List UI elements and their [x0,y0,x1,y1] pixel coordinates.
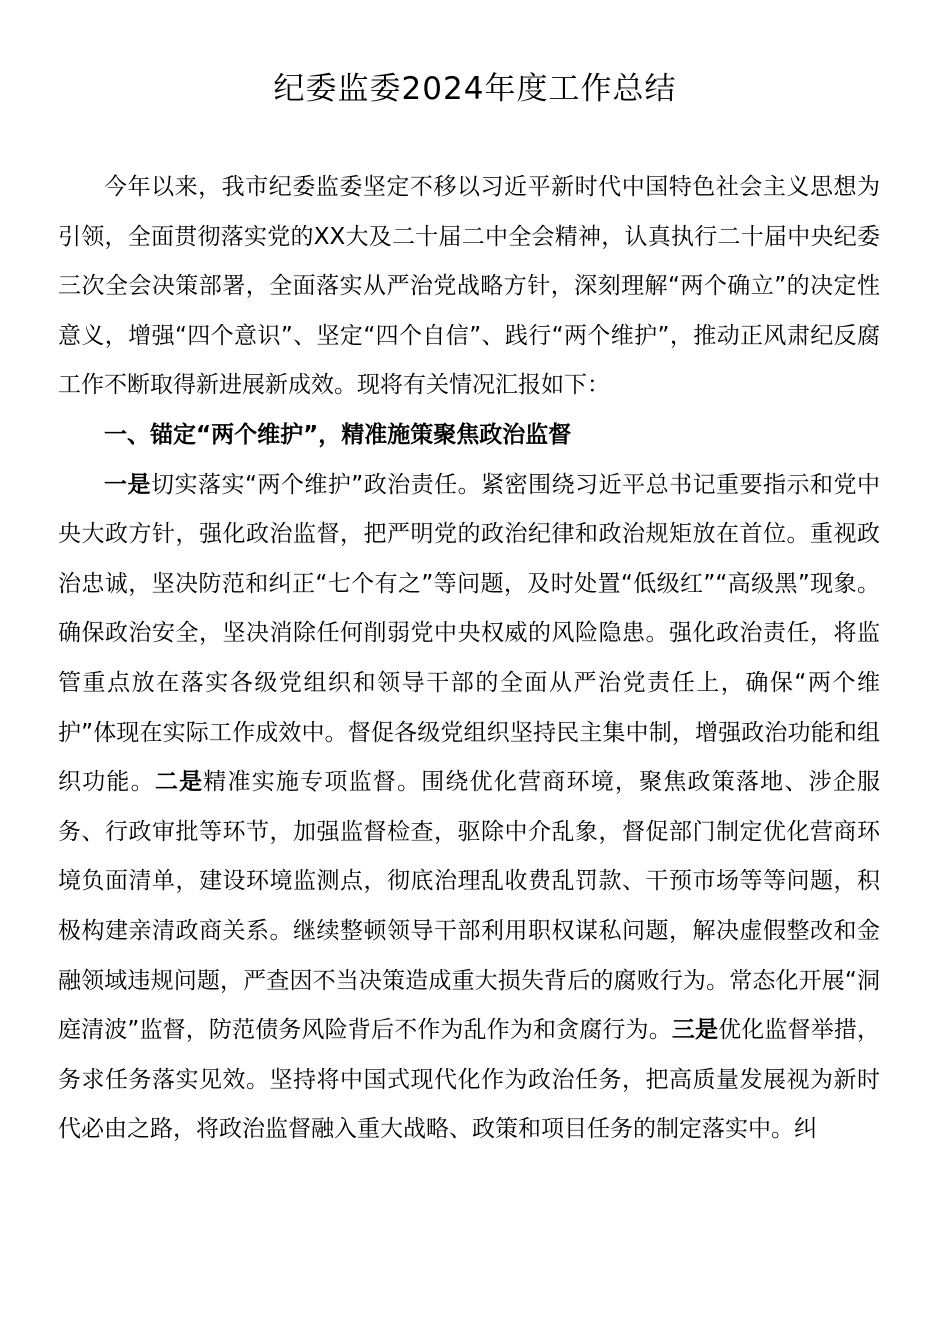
item-two-text: 精准实施专项监督。围绕优化营商环境，聚焦政策落地、涉企服务、行政审批等环节，加强监督检查，驱除中介乱象，督促部门制定优化营商环境负面清单，建设环境监测点，彻底治理乱收费乱罚款、干预市场等等问题，积极构建亲清政商关系。继续整顿领导干部利用职权谋私问题，解决虚假整改和金融领域违规问题，严查因不当决策造成重大损失背后的腐败行为。常态化开展“洞庭清波”监督，防范债务风险背后不作为乱作为和贪腐行为。 [58,769,881,1044]
document-body [58,163,880,1155]
lead-item-two: 二是 [154,769,204,796]
section-paragraph [58,461,880,1155]
lead-item-one: 一是 [104,471,151,498]
section-heading: 一、锚定“两个维护”，精准施策聚焦政治监督 [104,421,572,448]
lead-item-three: 三是 [671,1017,719,1044]
item-three-text: 优化监督举措，务求任务落实见效。坚持将中国式现代化作为政治任务，把高质量发展视为新时代必由之路，将政治监督融入重大战略、政策和项目任务的制定落实中。纠 [58,1017,881,1143]
document-title: 纪委监委2024年度工作总结 [273,71,677,107]
item-one-text: 切实落实“两个维护”政治责任。紧密围绕习近平总书记重要指示和党中央大政方针，强化政治监督，把严明党的政治纪律和政治规矩放在首位。重视政治忠诚，坚决防范和纠正“七个有之”等问题，及时处置“低级红”“高级黑”现象。确保政治安全，坚决消除任何削弱党中央权威的风险隐患。强化政治责任，将监管重点放在落实各级党组织和领导干部的全面从严治党责任上，确保“两个维护”体现在实际工作成效中。督促各级党组织坚持民主集中制，增强政治功能和组织功能。 [58,471,880,796]
intro-paragraph: 今年以来，我市纪委监委坚定不移以习近平新时代中国特色社会主义思想为引领，全面贯彻落实党的XX大及二十届二中全会精神，认真执行二十届中央纪委三次全会决策部署，全面落实从严治党战略方针，深刻理解“两个确立”的决定性意义，增强“四个意识”、坚定“四个自信”、践行“两个维护”，推动正风肃纪反腐工作不断取得新进展新成效。现将有关情况汇报如下： [58,174,880,399]
